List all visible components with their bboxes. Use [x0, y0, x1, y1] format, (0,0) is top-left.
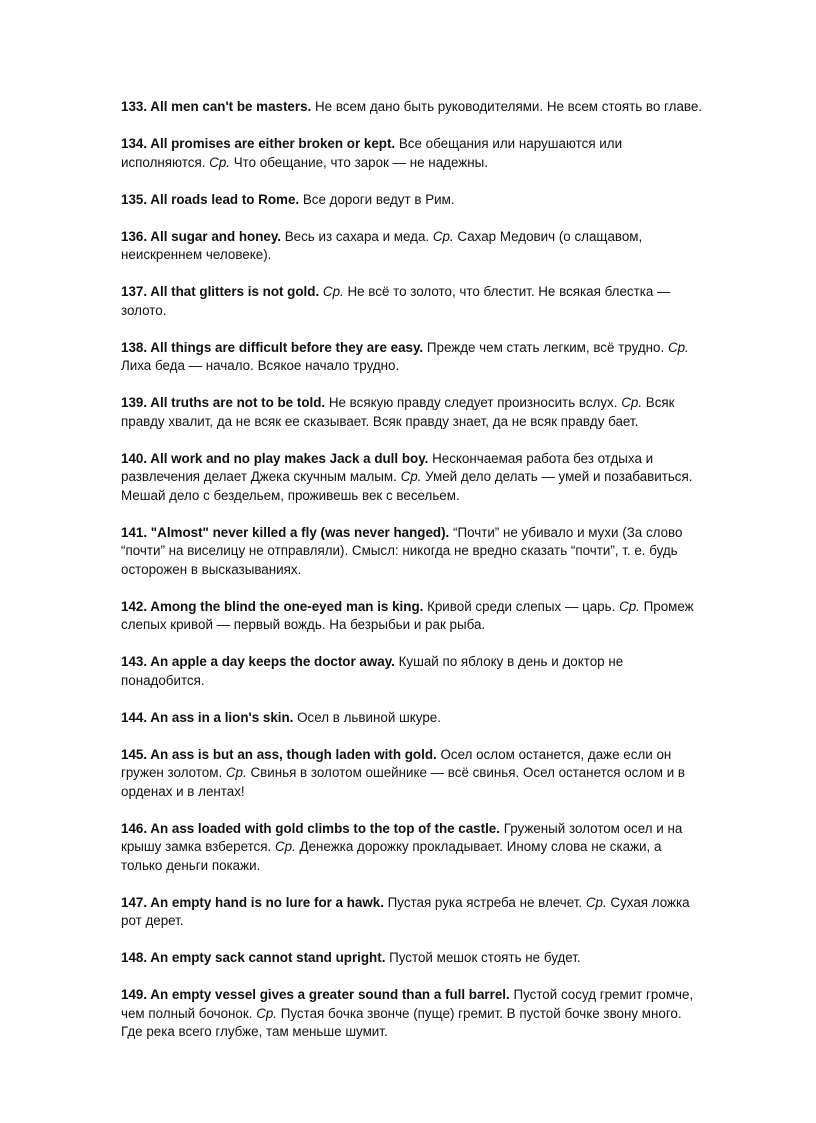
proverb-english: [121, 895, 384, 910]
proverb-english: [121, 950, 385, 965]
compare-marker: Ср.: [225, 765, 247, 780]
proverb-number: 143.: [121, 654, 148, 669]
proverb-translation: Кривой среди слепых — царь.: [423, 598, 620, 614]
proverb-entry: [121, 894, 706, 931]
proverb-translation: Все дороги ведут в Рим.: [299, 191, 455, 207]
compare-marker: Ср.: [621, 395, 643, 410]
proverb-translation: Все обещания или нарушаются или исполняются.: [121, 136, 623, 170]
proverb-entry: [121, 949, 706, 968]
proverb-number: 142.: [121, 598, 148, 614]
proverb-entry: [121, 283, 706, 320]
proverb-entry: [121, 98, 706, 117]
proverb-translation: Денежка дорожку прокладывает. Иному слова не скажи, а только деньги покажи.: [121, 839, 662, 873]
proverb-english: [121, 987, 510, 1002]
proverb-english: [121, 451, 428, 466]
proverb-entry: [121, 598, 706, 635]
proverb-number: 133.: [121, 99, 148, 114]
proverb-translation: Весь из сахара и меда.: [281, 228, 433, 244]
compare-marker: Ср.: [256, 1005, 278, 1021]
proverb-english-text: All that glitters is not gold.: [150, 284, 320, 299]
proverb-english: [121, 192, 299, 207]
proverb-english: [121, 395, 325, 410]
proverb-number: 149.: [121, 987, 148, 1002]
proverb-english-text: All things are difficult before they are easy.: [150, 339, 424, 355]
proverb-entry: [121, 709, 706, 728]
proverb-number: 135.: [121, 191, 148, 207]
proverb-translation: Что обещание, что зарок — не надежны.: [230, 154, 488, 170]
compare-marker: Ср.: [432, 228, 454, 244]
proverb-translation: Лиха беда — начало. Всякое начало трудно.: [121, 358, 400, 373]
compare-marker: Ср.: [400, 469, 422, 484]
proverb-english: [121, 136, 395, 151]
proverb-translation: Не всем дано быть руководителями. Не всем стоять во главе.: [311, 99, 703, 114]
proverb-entry: [121, 228, 706, 265]
proverb-translation: Осел в львиной шкуре.: [293, 709, 441, 725]
proverb-number: 146.: [121, 820, 148, 836]
proverb-english-text: An apple a day keeps the doctor away.: [150, 654, 395, 669]
proverb-translation: Осел ослом останется, даже если он гружен золотом.: [121, 746, 672, 780]
proverb-english-text: "Almost" never killed a fly (was never hanged).: [150, 524, 450, 540]
proverb-translation: Пустой сосуд гремит громче, чем полный бочонок.: [121, 987, 694, 1021]
proverb-english: [121, 340, 423, 355]
proverb-number: 141.: [121, 524, 148, 540]
compare-marker: Ср.: [619, 598, 640, 614]
proverb-english-text: All truths are not to be told.: [150, 395, 326, 410]
proverb-english-text: Among the blind the one-eyed man is king.: [150, 598, 424, 614]
proverb-english: [121, 599, 423, 614]
proverb-english-text: All promises are either broken or kept.: [150, 136, 396, 151]
proverb-english: [121, 654, 395, 669]
proverb-translation: Не всё то золото, что блестит. Не всякая блестка — золото.: [121, 284, 671, 318]
proverb-entry: [121, 746, 706, 802]
proverb-english-text: An empty hand is no lure for a hawk.: [150, 894, 384, 910]
proverb-entry: [121, 653, 706, 690]
proverb-english-text: All work and no play makes Jack a dull boy.: [150, 450, 429, 466]
proverb-number: 147.: [121, 894, 148, 910]
document-page: [121, 98, 706, 1060]
compare-marker: Ср.: [585, 894, 607, 910]
proverb-entry: [121, 524, 706, 580]
proverb-number: 137.: [121, 284, 148, 299]
proverb-english-text: All roads lead to Rome.: [150, 191, 300, 207]
proverb-english-text: All men can't be masters.: [150, 99, 312, 114]
proverb-number: 139.: [121, 395, 148, 410]
compare-marker: Ср.: [209, 154, 231, 170]
proverb-english-text: All sugar and honey.: [150, 228, 281, 244]
proverb-english-text: An ass loaded with gold climbs to the top of the castle.: [150, 820, 500, 836]
proverb-english: [121, 525, 449, 540]
compare-marker: Ср.: [274, 839, 296, 854]
proverb-number: 144.: [121, 709, 148, 725]
proverb-number: 134.: [121, 136, 148, 151]
proverb-number: 145.: [121, 746, 148, 762]
proverb-english-text: An ass is but an ass, though laden with gold.: [150, 746, 437, 762]
proverb-translation: Кушай по яблоку в день и доктор не понадобится.: [121, 654, 624, 688]
proverb-entry: [121, 986, 706, 1042]
proverb-translation: Пустая бочка звонче (пуще) гремит. В пустой бочке звону много. Где река всего глубже, там меньше шумит.: [121, 1005, 682, 1039]
proverb-translation: Сухая ложка рот дерет.: [121, 894, 690, 928]
proverb-entry: [121, 191, 706, 210]
proverb-entry: [121, 339, 706, 376]
proverb-translation: Нескончаемая работа без отдыха и развлечения делает Джека скучным малым.: [121, 450, 654, 484]
proverb-english-text: An empty vessel gives a greater sound than a full barrel.: [150, 987, 510, 1002]
proverb-english-text: An ass in a lion's skin.: [150, 709, 294, 725]
proverb-number: 136.: [121, 228, 148, 244]
proverb-english: [121, 747, 437, 762]
compare-marker: Ср.: [322, 284, 344, 299]
proverb-translation: “Почти” не убивало и мухи (За слово “почти” на виселицу не отправляли). Смысл: никогда не вредно сказать “почти”, т. е. будь осторожен в высказываниях.: [121, 524, 683, 577]
proverb-entry: [121, 820, 706, 876]
compare-marker: Ср.: [667, 339, 689, 355]
proverb-number: 140.: [121, 450, 148, 466]
proverb-translation: Промеж слепых кривой — первый вождь. На безрыбьи и рак рыба.: [121, 598, 694, 632]
proverb-translation: Пустая рука ястреба не влечет.: [383, 894, 586, 910]
proverb-number: 148.: [121, 950, 148, 965]
proverb-number: 138.: [121, 339, 148, 355]
proverb-entry: [121, 394, 706, 431]
proverb-translation: Сахар Медович (о слащавом, неискреннем человеке).: [121, 228, 643, 262]
proverb-english: [121, 229, 281, 244]
proverb-translation: Прежде чем стать легким, всё трудно.: [423, 339, 668, 355]
proverb-translation: Пустой мешок стоять не будет.: [385, 950, 581, 965]
proverb-english-text: An empty sack cannot stand upright.: [150, 950, 386, 965]
proverb-translation: Всяк правду хвалит, да не всяк ее сказывает. Всяк правду знает, да не всяк правду бает.: [121, 395, 675, 429]
proverb-translation: Не всякую правду следует произносить вслух.: [325, 395, 622, 410]
proverb-entry: [121, 135, 706, 172]
proverb-entry: [121, 450, 706, 506]
proverb-translation: Умей дело делать — умей и позабавиться. Мешай дело с бездельем, проживешь век с весельем.: [121, 469, 693, 503]
proverb-english: [121, 99, 311, 114]
proverb-translation: Свинья в золотом ошейнике — всё свинья. Осел останется ослом и в орденах и в лентах!: [121, 765, 686, 799]
proverb-english: [121, 821, 500, 836]
proverb-translation: Груженый золотом осел и на крышу замка взберется.: [121, 820, 683, 854]
proverb-english: [121, 284, 319, 299]
proverb-english: [121, 710, 293, 725]
